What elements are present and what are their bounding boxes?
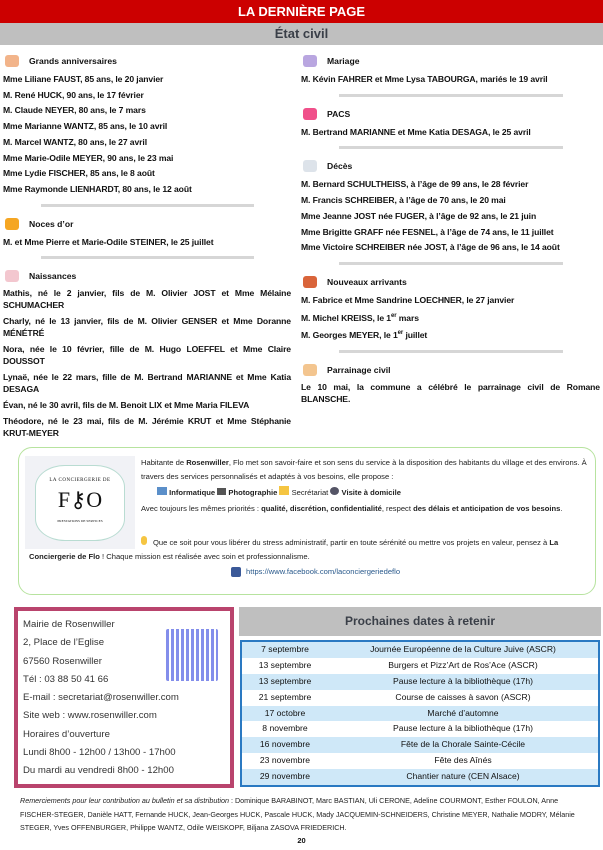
date-row — [242, 690, 598, 706]
item-text: M. Michel KREISS, le 1 — [301, 312, 391, 323]
conciergerie-logo: LA CONCIERGERIE DE F⚷O PRESTATIONS DE SERVICES — [25, 456, 135, 549]
list-item: M. Marcel WANTZ, 80 ans, le 27 avril — [3, 136, 147, 147]
event-date: 8 novembre — [262, 723, 308, 734]
date-row — [242, 706, 598, 722]
section-heading — [301, 155, 600, 177]
mairie-contact-box — [14, 607, 234, 788]
item-text: M. Georges MEYER, le 1 — [301, 330, 398, 341]
list-item: M. René HUCK, 90 ans, le 17 février — [3, 89, 144, 100]
list-item — [301, 309, 600, 327]
event-date: 7 septembre — [261, 644, 309, 654]
mairie-line: Lundi 8h00 - 12h00 / 13h00 - 17h00 — [23, 747, 176, 759]
ordinal-suffix: er — [397, 330, 404, 337]
rings-heart-icon — [303, 108, 317, 120]
event-date: 23 novembre — [259, 755, 311, 766]
list-item: M. Bernard SCHULTHEISS, à l’âge de 99 ans, le 28 février — [301, 179, 529, 190]
event-name: Fête des Aînés — [434, 755, 492, 766]
list-item: Le 10 mai, la commune a célébré le parrainage civil de Romane BLANSCHE. — [301, 381, 600, 404]
section-heading-label: Mariage — [327, 56, 360, 66]
section-heading-label: Parrainage civil — [327, 364, 391, 375]
list-item: Mme Lydie FISCHER, 85 ans, le 8 août — [3, 168, 155, 179]
list-item: Lynaë, née le 22 mars, fille de M. Bertrand MARIANNE et Mme Katia DESAGA — [3, 372, 291, 395]
ordinal-suffix: er — [390, 312, 397, 319]
date-row — [242, 737, 598, 753]
list-item: M. et Mme Pierre et Marie-Odile STEINER, le 25 juillet — [3, 236, 214, 247]
list-item: Charly, né le 13 janvier, fils de M. Olivier GENSER et Mme Doranne MÉNÉTRÉ — [3, 316, 291, 339]
divider — [41, 204, 254, 207]
section-heading — [301, 359, 600, 381]
conciergerie-closing: Que ce soit pour vous libérer du stress administratif, partir en toute sérénité ou mettre vos projets en valeur, pensez à La Conciergerie de Flo ! Chaque mission est réalisée avec soin et professionnalisme. — [29, 538, 559, 561]
divider — [339, 350, 563, 353]
list-item: M. Claude NEYER, 80 ans, le 7 mars — [3, 105, 146, 116]
list-item: Nora, née le 10 février, fille de M. Hugo LOEFFEL et Mme Claire DOUSSOT — [3, 344, 291, 367]
list-item: Mme Marianne WANTZ, 85 ans, le 10 avril — [3, 121, 168, 132]
left-column — [3, 50, 291, 443]
section-heading-label: Décès — [327, 161, 353, 172]
event-name: Journée Européenne de la Culture Juive (ASCR) — [370, 644, 556, 654]
right-column — [301, 50, 600, 409]
list-item: M. Bertrand MARIANNE et Mme Katia DESAGA, le 25 avril — [301, 126, 531, 137]
date-row — [242, 642, 598, 658]
mairie-line: 2, Place de l’Eglise — [23, 637, 105, 649]
section-heading — [301, 50, 600, 72]
folder-icon — [279, 486, 289, 495]
birthday-cake-icon — [5, 55, 19, 67]
date-row — [242, 769, 598, 785]
section-heading — [3, 50, 291, 72]
section-heading — [301, 103, 600, 125]
section-heading — [3, 265, 291, 287]
camera-icon — [217, 488, 226, 495]
list-item: Mathis, né le 2 janvier, fils de M. Olivier JOST et Mme Mélaine SCHUMACHER — [3, 288, 291, 311]
baby-bottle-icon — [5, 270, 19, 282]
divider — [41, 256, 254, 259]
list-item: Mme Brigitte GRAFF née FESNEL, à l’âge de 74 ans, le 11 juillet — [301, 226, 554, 237]
thanks-text: Remerciements pour leur contribution au bulletin et sa distribution : Dominique BARABINOT, Marc BASTIAN, Uli CERONE, Adeline COURMONT, Esther FOULON, Anne FISCHER-STEGER, Danièle HATT, Fernande HUCK, Jean-Georges HUCK, Pascale HUCK, Mady JACQUEMIN-SCHNEIDERS, Christine MEYER, Nathalie MODRY, Mélanie STEGER, Yves OFFENBURGER, Philippe WANTZ, Odile WEISKOPF, Biljana ZASOVA FRIEDERICH. — [20, 796, 575, 832]
facebook-icon — [231, 567, 241, 577]
list-item: Mme Liliane FAUST, 85 ans, le 20 janvier — [3, 74, 164, 84]
divider — [339, 262, 563, 265]
mairie-line: E-mail : secretariat@rosenwiller.com — [23, 692, 179, 704]
date-row — [242, 674, 598, 690]
event-date: 29 novembre — [259, 771, 311, 782]
event-name: Fête de la Chorale Sainte-Cécile — [400, 739, 526, 750]
mairie-line: Horaires d’ouverture — [23, 728, 110, 740]
section-heading-label: Nouveaux arrivants — [327, 276, 407, 287]
laptop-icon — [157, 487, 167, 495]
scroll-icon — [303, 364, 317, 376]
paw-icon — [330, 487, 339, 495]
event-name: Burgers et Pizz’Art de Ros’Ace (ASCR) — [388, 659, 538, 670]
section-heading-label: Naissances — [29, 271, 77, 282]
facebook-link[interactable]: https://www.facebook.com/laconciergeriedeflo — [246, 567, 401, 576]
mairie-line: Mairie de Rosenwiller — [23, 619, 115, 630]
list-item: Mme Jeanne JOST née FUGER, à l’âge de 92 ans, le 21 juin — [301, 210, 537, 221]
list-item: Mme Raymonde LIENHARDT, 80 ans, le 12 août — [3, 183, 192, 194]
event-date: 16 novembre — [259, 739, 311, 750]
ring-icon — [303, 55, 317, 67]
conciergerie-intro: Habitante de Rosenwiller, Flo met son savoir-faire et son sens du service à la disposition des habitants du village et des environs. À travers des services personnalisés et adaptés à vos besoins, elle propose : — [141, 458, 587, 481]
mairie-line: 67560 Rosenwiller — [23, 655, 102, 667]
date-row — [242, 721, 598, 737]
mairie-line: Du mardi au vendredi 8h00 - 12h00 — [23, 765, 174, 777]
event-date: 13 septembre — [258, 675, 312, 686]
list-item — [301, 326, 600, 344]
list-item: M. Fabrice et Mme Sandrine LOECHNER, le 27 janvier — [301, 294, 515, 305]
house-icon — [303, 276, 317, 288]
section-heading — [3, 213, 291, 235]
dates-table — [240, 640, 600, 787]
section-heading-label: Noces d’or — [29, 218, 74, 229]
date-row — [242, 753, 598, 769]
qr-code[interactable] — [166, 629, 218, 681]
event-date: 17 octobre — [264, 707, 306, 718]
item-text: mars — [396, 312, 419, 323]
services-list: Informatique Photographie Secrétariat Visite à domicile — [141, 486, 591, 500]
list-item: Théodore, né le 23 mai, fils de M. Jérémie KRUT et Mme Stéphanie KRUT-MEYER — [3, 416, 291, 439]
date-row — [242, 658, 598, 674]
mairie-line: Site web : www.rosenwiller.com — [23, 710, 157, 722]
event-name: Pause lecture à la bibliothèque (17h) — [393, 723, 533, 734]
list-item: Mme Marie-Odile MEYER, 90 ans, le 23 mai — [3, 152, 174, 163]
mairie-line: Tél : 03 88 50 41 66 — [23, 673, 109, 685]
list-item: M. Kévin FAHRER et Mme Lysa TABOURGA, mariés le 19 avril — [301, 74, 548, 84]
divider — [339, 94, 563, 97]
page-banner: LA DERNIÈRE PAGE — [0, 0, 603, 23]
section-heading-label: PACS — [327, 108, 351, 119]
section-heading-label: Grands anniversaires — [29, 56, 117, 66]
item-text: juillet — [403, 330, 428, 341]
event-name: Marché d’automne — [427, 707, 499, 718]
list-item: Mme Victoire SCHREIBER née JOST, à l’âge de 96 ans, le 14 août — [301, 242, 560, 253]
lightbulb-icon — [141, 536, 147, 545]
heart-icon — [5, 218, 19, 230]
event-name: Pause lecture à la bibliothèque (17h) — [393, 675, 533, 686]
event-name: Course de caisses à savon (ASCR) — [395, 691, 531, 702]
event-date: 13 septembre — [258, 659, 312, 670]
dates-title: Prochaines dates à retenir — [239, 607, 601, 636]
event-name: Chantier nature (CEN Alsace) — [406, 771, 520, 782]
list-item: Évan, né le 30 avril, fils de M. Benoit LIX et Mme Maria FILEVA — [3, 400, 250, 411]
conciergerie-priorities: Avec toujours les mêmes priorités : qualité, discrétion, confidentialité, respect des délais et anticipation de vos besoins. — [141, 504, 563, 513]
event-date: 21 septembre — [258, 691, 312, 702]
divider — [339, 146, 563, 149]
conciergerie-ad — [18, 447, 596, 595]
section-title: État civil — [0, 23, 603, 45]
dove-icon — [303, 160, 317, 172]
list-item: M. Francis SCHREIBER, à l’âge de 70 ans, le 20 mai — [301, 195, 506, 206]
section-heading — [301, 271, 600, 293]
page-number: 20 — [297, 836, 306, 845]
facebook-link-row — [231, 565, 400, 579]
